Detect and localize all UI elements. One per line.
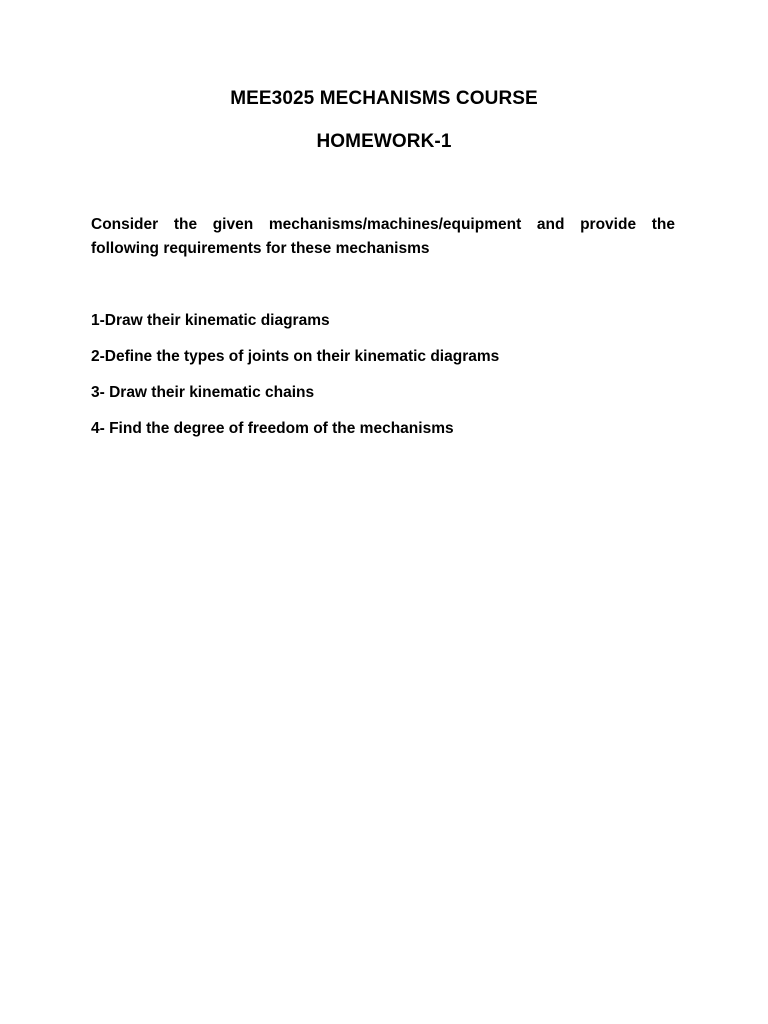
intro-word: and (536, 216, 565, 233)
intro-word: the (651, 216, 675, 233)
homework-title: HOMEWORK-1 (316, 131, 452, 152)
intro-word: mechanisms/machines/equipment (268, 216, 522, 233)
intro-word: given (212, 216, 254, 233)
course-title: MEE3025 MECHANISMS COURSE (230, 88, 538, 109)
requirements-list (91, 310, 691, 454)
intro-line-1 (91, 213, 675, 237)
requirement-item: 4- Find the degree of freedom of the mechanisms (91, 420, 454, 437)
requirement-item: 3- Draw their kinematic chains (91, 384, 315, 401)
intro-line-2: following requirements for these mechanisms (91, 240, 430, 257)
requirement-item: 1-Draw their kinematic diagrams (91, 312, 330, 329)
intro-word: the (173, 216, 198, 233)
intro-word: Consider (91, 216, 159, 233)
intro-paragraph (91, 213, 675, 261)
intro-word: provide (580, 216, 637, 233)
requirement-item: 2-Define the types of joints on their kinematic diagrams (91, 348, 500, 365)
